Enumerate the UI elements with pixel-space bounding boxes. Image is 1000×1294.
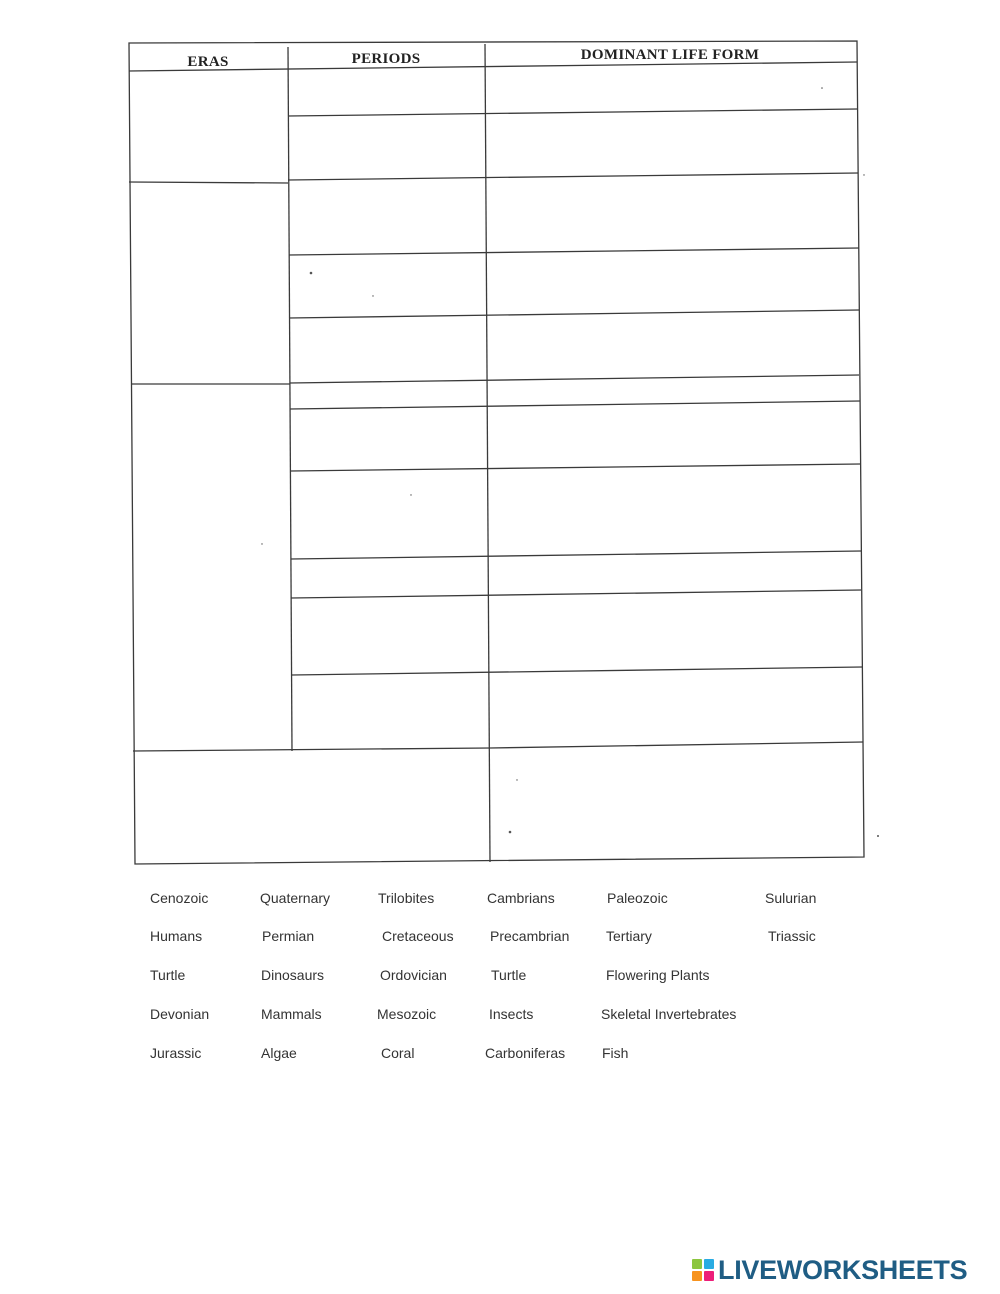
word-bank-item: Mammals xyxy=(261,1006,322,1022)
row-line-9 xyxy=(291,590,861,598)
word-bank-item: Mesozoic xyxy=(377,1006,437,1022)
word-bank-item: Permian xyxy=(262,928,315,944)
era-separator-3 xyxy=(133,748,490,751)
word-bank-item: Dinosaurs xyxy=(261,967,325,983)
word-bank-item: Triassic xyxy=(768,928,816,944)
word-bank-item: Paleozoic xyxy=(607,890,668,906)
word-bank-item: Sulurian xyxy=(765,890,817,906)
header-eras: ERAS xyxy=(187,54,229,70)
word-bank-item: Humans xyxy=(150,928,203,944)
liveworksheets-logo[interactable] xyxy=(692,1255,967,1285)
row-line-8 xyxy=(291,551,861,559)
logo-square-icon xyxy=(692,1271,702,1281)
word-bank-item: Precambrian xyxy=(490,928,570,944)
word-bank-item: Cambrians xyxy=(487,890,555,906)
word-bank-item: Turtle xyxy=(150,967,186,983)
logo-square-icon xyxy=(704,1271,714,1281)
header-dominant-life-form: DOMINANT LIFE FORM xyxy=(580,47,760,63)
row-line-4 xyxy=(289,310,859,318)
word-bank-item: Skeletal Invertebrates xyxy=(601,1006,737,1022)
logo-square-icon xyxy=(704,1259,714,1269)
scan-specks xyxy=(261,87,879,837)
word-bank-item: Devonian xyxy=(150,1006,210,1022)
word-bank-item: Algae xyxy=(261,1045,297,1061)
periods-column-divider xyxy=(485,44,490,862)
eras-column-divider xyxy=(288,47,292,751)
word-bank-item: Tertiary xyxy=(606,928,652,944)
word-bank-item: Carboniferas xyxy=(485,1045,566,1061)
word-bank-item: Flowering Plants xyxy=(606,967,710,983)
row-line-2 xyxy=(288,173,858,180)
word-bank-item: Cretaceous xyxy=(382,928,454,944)
row-line-1 xyxy=(288,109,857,116)
row-line-5 xyxy=(290,375,859,383)
header-periods: PERIODS xyxy=(351,51,421,67)
row-line-7 xyxy=(291,464,860,471)
liveworksheets-logo-icon xyxy=(692,1259,714,1281)
row-line-3 xyxy=(289,248,859,255)
header-divider xyxy=(129,62,857,71)
table-outer-border xyxy=(129,41,864,864)
word-bank-item: Insects xyxy=(489,1006,534,1022)
word-bank-item: Cenozoic xyxy=(150,890,209,906)
word-bank-item: Quaternary xyxy=(260,890,331,906)
word-bank-item: Turtle xyxy=(491,967,527,983)
word-bank-item: Trilobites xyxy=(378,890,435,906)
logo-square-icon xyxy=(692,1259,702,1269)
word-bank-item: Coral xyxy=(381,1045,415,1061)
word-bank-item: Ordovician xyxy=(380,967,447,983)
word-bank-item: Fish xyxy=(602,1045,629,1061)
liveworksheets-wordmark: LIVEWORKSHEETS xyxy=(718,1254,968,1285)
row-line-10 xyxy=(292,667,862,675)
era-separator-1 xyxy=(129,182,288,183)
row-line-11 xyxy=(490,742,863,748)
word-bank-item: Jurassic xyxy=(150,1045,202,1061)
row-line-6 xyxy=(290,401,860,409)
